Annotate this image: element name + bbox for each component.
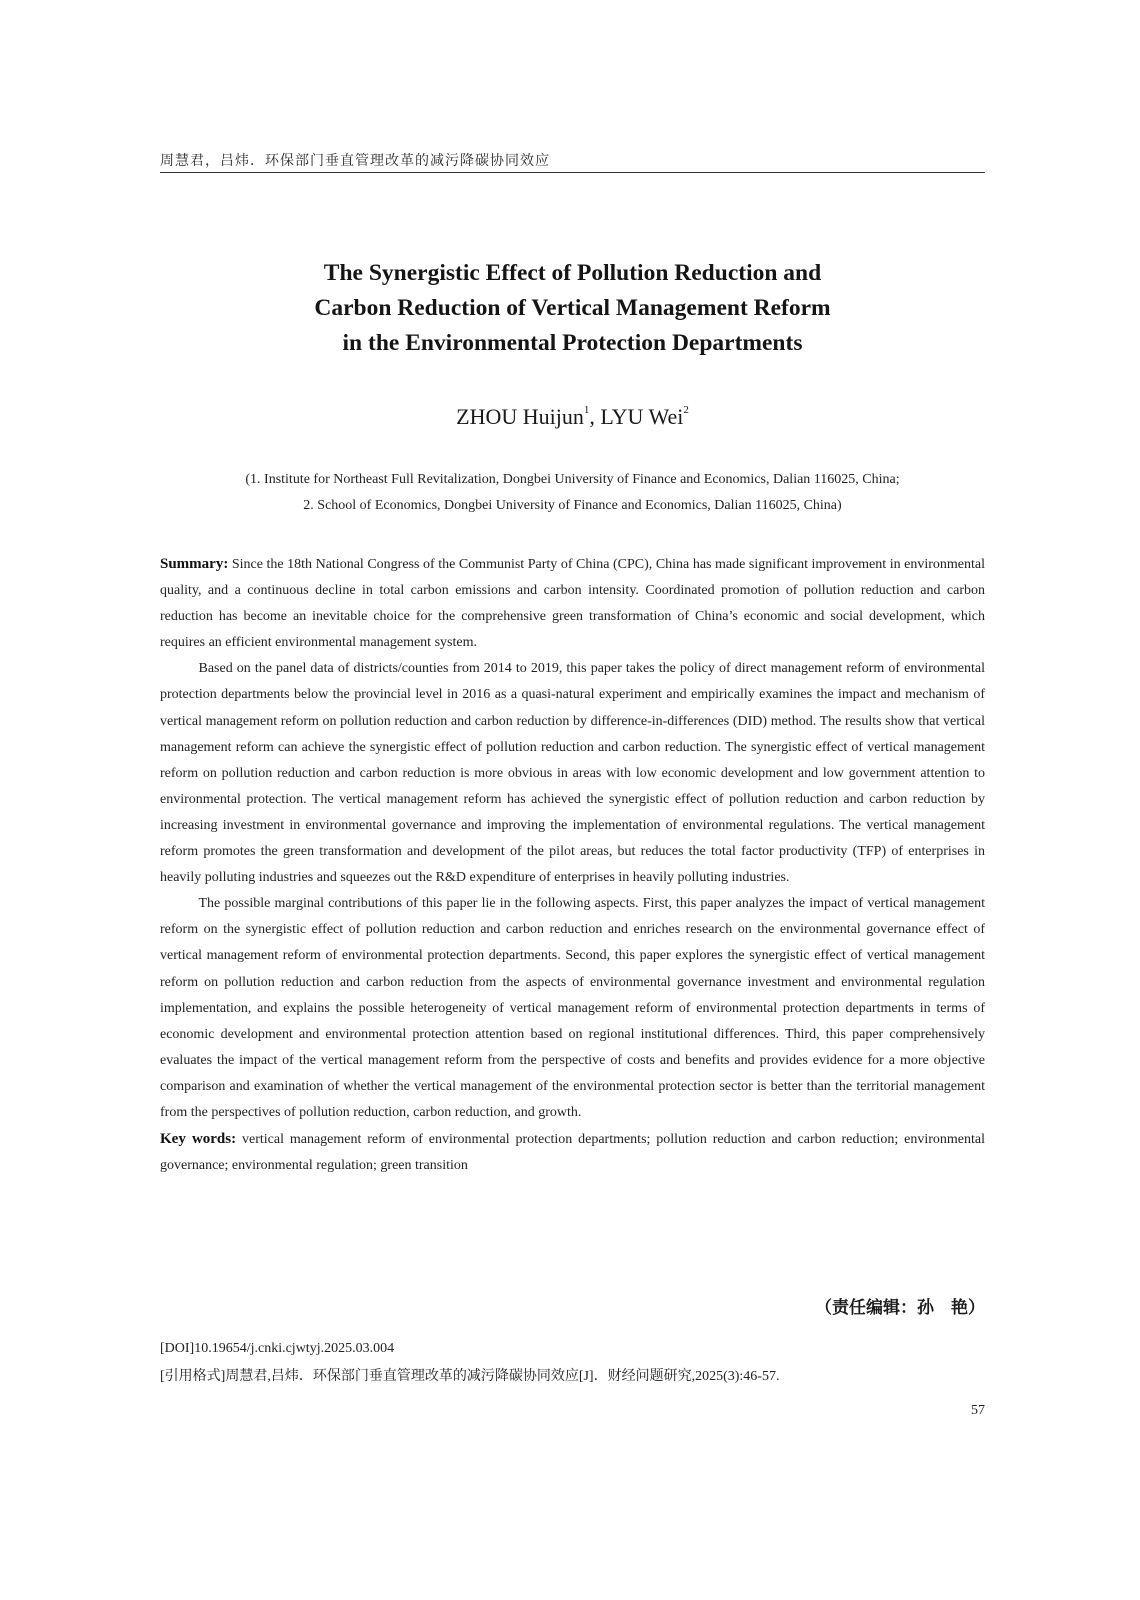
summary-section [160, 551, 985, 1179]
title-line: in the Environmental Protection Departments [342, 330, 803, 356]
author-separator: , [589, 404, 601, 429]
summary-paragraph [160, 551, 985, 656]
header-divider [160, 172, 985, 173]
summary-text: Since the 18th National Congress of the Communist Party of China (CPC), China has made significant improvement in environmental quality, and a continuous decline in total carbon emissions and carbon intensity. Coordinated promotion of pollution reduction and carbon reduction has become an inevitable choice for the comprehensive green transformation of China’s economic and social development, which requires an efficient environmental management system. [160, 557, 985, 651]
affiliation-line: 2. School of Economics, Dongbei University of Finance and Economics, Dalian 116025, China) [303, 498, 842, 513]
affiliation-marker: 2 [683, 403, 689, 416]
author-name: ZHOU Huijun [456, 404, 584, 429]
keywords-label: Key words: [160, 1131, 237, 1148]
summary-paragraph: Based on the panel data of districts/counties from 2014 to 2019, this paper takes the policy of direct management reform of environmental protection departments below the provincial level in 2016 as a quasi-natural experiment and empirically examines the impact and mechanism of vertical management reform on pollution reduction and carbon reduction by difference-in-differences (DID) method. The results show that vertical management reform can achieve the synergistic effect of pollution reduction and carbon reduction. The synergistic effect of vertical management reform on pollution reduction and carbon reduction is more obvious in areas with low economic development and low government attention to environmental protection. The vertical management reform has achieved the synergistic effect of pollution reduction and carbon reduction by increasing investment in environmental governance and improving the implementation of environmental regulations. The vertical management reform promotes the green transformation and development of the pilot areas, but reduces the total factor productivity (TFP) of enterprises in heavily polluting industries and squeezes out the R&D expenditure of enterprises in heavily polluting industries. [160, 661, 985, 886]
title-line: The Synergistic Effect of Pollution Reduction and [323, 260, 822, 286]
title-line: Carbon Reduction of Vertical Management Reform [314, 295, 831, 321]
keywords-text: vertical management reform of environmental protection departments; pollution reduction and carbon reduction; environmental governance; environmental regulation; green transition [160, 1132, 985, 1174]
summary-paragraph: The possible marginal contributions of this paper lie in the following aspects. First, this paper analyzes the impact of vertical management reform on the synergistic effect of pollution reduction and carbon reduction and enriches research on the environmental governance effect of vertical management reform of environmental protection departments. Second, this paper explores the synergistic effect of vertical management reform on pollution reduction and carbon reduction from the aspects of environmental governance investment and environmental regulation implementation, and explains the possible heterogeneity of vertical management reform of environmental protection departments in terms of economic development and environmental protection attention based on regional institutional differences. Third, this paper comprehensively evaluates the impact of the vertical management reform from the perspective of costs and benefits and provides evidence for a more objective comparison and examination of whether the vertical management of the environmental protection sector is better than the territorial management from the perspectives of pollution reduction, carbon reduction, and growth. [160, 896, 985, 1120]
affiliations [160, 467, 985, 519]
citation-line: [引用格式]周慧君,吕炜．环保部门垂直管理改革的减污降碳协同效应[J]．财经问题研究,2025(3):46-57. [160, 1369, 780, 1384]
affiliation-line: (1. Institute for Northeast Full Revitalization, Dongbei University of Finance and Economics, Dalian 116025, China; [245, 472, 900, 487]
responsible-editor: （责任编辑：孙 艳） [815, 1298, 985, 1318]
doi-line: [DOI]10.19654/j.cnki.cjwtyj.2025.03.004 [160, 1341, 395, 1356]
summary-label: Summary: [160, 556, 229, 572]
page-number: 57 [971, 1403, 985, 1418]
keywords-paragraph [160, 1126, 985, 1179]
author-list [160, 404, 985, 430]
running-header: 周慧君，吕炜．环保部门垂直管理改革的减污降碳协同效应 [160, 153, 550, 169]
paper-title [160, 256, 985, 361]
citation-block [160, 1335, 985, 1391]
affiliation-marker: 1 [583, 403, 590, 416]
author-name: LYU Wei [600, 404, 684, 429]
